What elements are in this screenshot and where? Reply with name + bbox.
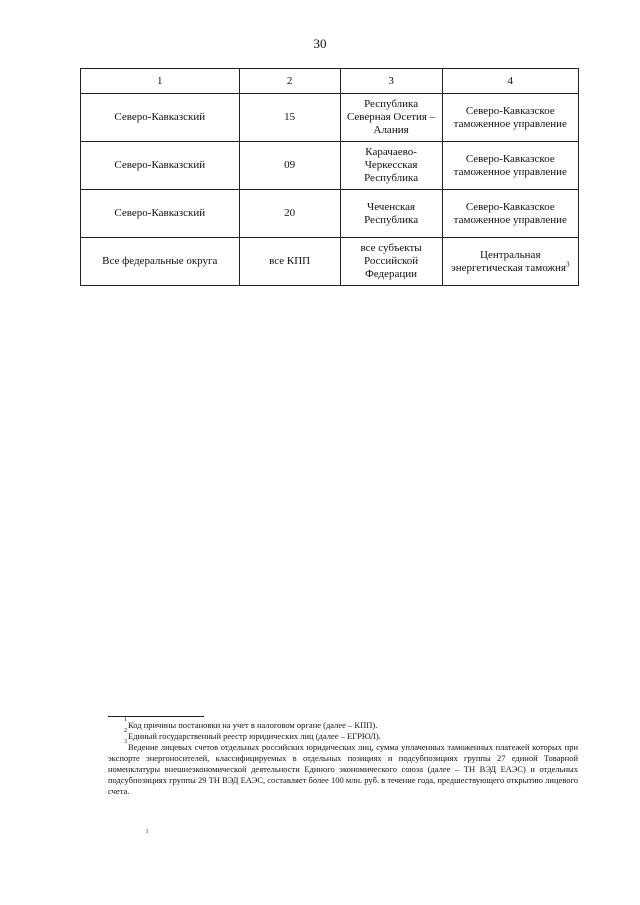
footnote-text: Ведение лицевых счетов отдельных российских юридических лиц, сумма уплаченных таможенных платежей которых при экспорте энергоносителей, классифицируемых в отдельных позициях и подсубпозициях группы 27 единой Товарной номенклатуры внешнеэкономической деятельности Единого экономического союза (далее – ТН ВЭД ЕАЭС) и отдельных подсубпозициях группы 29 ТН ВЭД ЕАЭС, составляет более 100 млн. руб. в течение года, предшествующего открытию лицевого счета. (108, 742, 578, 796)
footnote-3 (108, 739, 578, 797)
column-header-2: 2 (239, 69, 340, 94)
subject-cell: Карачаево-Черкесская Республика (340, 142, 442, 190)
footnote-text: Единый государственный реестр юридических лиц (далее – ЕГРЮЛ). (128, 731, 381, 741)
district-cell: Северо-Кавказский (81, 190, 240, 238)
kpp-code-cell: все КПП (239, 238, 340, 286)
footnote-1 (108, 717, 578, 731)
customs-cell (442, 190, 578, 238)
customs-name: Северо-Кавказское таможенное управление (453, 152, 567, 178)
footnote-mark: 1 (124, 717, 127, 723)
table-row (81, 142, 579, 190)
footnote-text: Код причины постановки на учет в налоговом органе (далее – КПП). (128, 720, 378, 730)
footnote-ref: 3 (565, 259, 570, 268)
district-cell: Все федеральные округа (81, 238, 240, 286)
kpp-code-cell: 15 (239, 94, 340, 142)
district-cell: Северо-Кавказский (81, 94, 240, 142)
kpp-code-cell: 09 (239, 142, 340, 190)
footnote-mark: 2 (124, 728, 127, 734)
table-row (81, 190, 579, 238)
footnote-mark: 3 (124, 739, 127, 745)
table-row (81, 238, 579, 286)
customs-name: Северо-Кавказское таможенное управление (453, 200, 567, 226)
column-header-1: 1 (81, 69, 240, 94)
table-header-row (81, 69, 579, 94)
customs-cell (442, 94, 578, 142)
table-row (81, 94, 579, 142)
kpp-code-cell: 20 (239, 190, 340, 238)
customs-cell (442, 142, 578, 190)
footnote-2 (108, 728, 578, 742)
footnotes (108, 717, 578, 797)
subject-cell: Чеченская Республика (340, 190, 442, 238)
column-header-4: 4 (442, 69, 578, 94)
district-cell: Северо-Кавказский (81, 142, 240, 190)
page-number: 30 (313, 36, 327, 51)
footnote-separator (108, 716, 204, 717)
column-header-3: 3 (340, 69, 442, 94)
customs-name: Центральная энергетическая таможня (451, 248, 566, 274)
subject-cell: все субъекты Российской Федерации (340, 238, 442, 286)
subject-cell: Республика Северная Осетия – Алания (340, 94, 442, 142)
customs-name: Северо-Кавказское таможенное управление (453, 104, 567, 130)
customs-cell (442, 238, 578, 286)
scan-mark: ı (146, 826, 149, 835)
customs-table (80, 68, 579, 286)
